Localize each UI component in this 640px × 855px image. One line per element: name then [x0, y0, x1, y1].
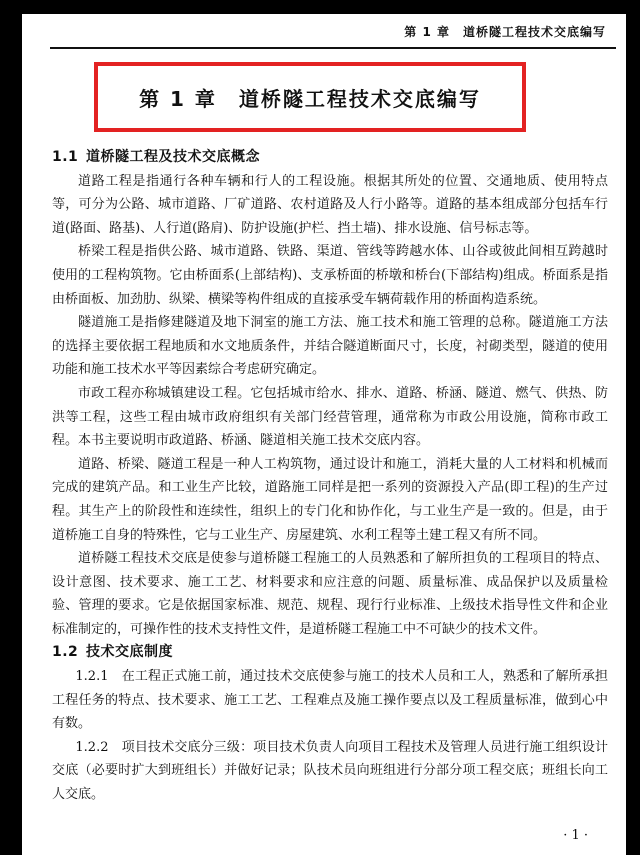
- section-title: 道桥隧工程及技术交底概念: [86, 149, 260, 165]
- section-title: 技术交底制度: [86, 644, 173, 661]
- chapter-title-highlight-box: [94, 62, 526, 132]
- clause-number: 1.2.2: [75, 739, 109, 755]
- page-content: [52, 146, 608, 807]
- section-number: 1.2: [52, 644, 79, 661]
- section-heading-1-1: [52, 146, 608, 170]
- paragraph: 桥梁工程是指供公路、城市道路、铁路、渠道、管线等跨越水体、山谷或彼此间相互跨越时使用的工程构筑物。它由桥面系(上部结构)、支承桥面的桥墩和桥台(下部结构)组成。桥面系是指由桥面板、加劲肋、纵梁、横梁等构件组成的直接承受车辆荷载作用的桥面构造系统。: [52, 244, 608, 307]
- paragraph: 市政工程亦称城镇建设工程。它包括城市给水、排水、道路、桥涵、隧道、燃气、供热、防洪等工程，这些工程由城市政府组织有关部门经营管理，通常称为市政公用设施，简称市政工程。本书主要说明市政道路、桥涵、隧道相关施工技术交底内容。: [52, 385, 608, 449]
- paragraph: 道桥隧工程技术交底是使参与道桥隧工程施工的人员熟悉和了解所担负的工程项目的特点、设计意图、技术要求、施工工艺、材料要求和应注意的问题、质量标准、成品保护以及质量检验、管理的要求。它是依据国家标准、规范、规程、现行行业标准、上级技术指导性文件和企业标准制定的，可操作性的技术支持性文件，是道桥隧工程施工中不可缺少的技术文件。: [52, 551, 608, 637]
- paragraph: 道路、桥梁、隧道工程是一种人工构筑物，通过设计和施工，消耗大量的人工材料和机械而完成的建筑产品。和工业生产比较，道路施工同样是把一系列的资源投入产品(即工程)的生产过程。其生产上的阶段性和连续性，组织上的专门化和协作化，与工业生产是一致的。但是，由于道桥施工自身的特殊性，它与工业生产、房屋建筑、水利工程等土建工程又有所不同。: [52, 456, 608, 543]
- section-heading-1-2: [52, 641, 608, 665]
- clause-number: 1.2.1: [75, 669, 109, 685]
- paragraph: 道路工程是指通行各种车辆和行人的工程设施。根据其所处的位置、交通地质、使用特点等，可分为公路、城市道路、厂矿道路、农村道路及人行小路等。道路的基本组成部分包括车行道(路面、路基)、人行道(路肩)、防护设施(护栏、挡土墙)、排水设施、信号标志等。: [52, 173, 608, 236]
- chapter-title: 第 1 章 道桥隧工程技术交底编写: [139, 86, 481, 111]
- page-number: · 1 ·: [563, 828, 588, 843]
- section-number: 1.1: [52, 149, 79, 165]
- clause-1-2-1: [52, 665, 608, 736]
- clause-text: 在工程正式施工前，通过技术交底使参与施工的技术人员和工人，熟悉和了解所承担工程任务的特点、技术要求、施工工艺、工程难点及施工操作要点以及工程质量标准，做到心中有数。: [52, 669, 608, 732]
- clause-1-2-2: [52, 736, 608, 807]
- clause-text: 项目技术交底分三级：项目技术负责人向项目工程技术及管理人员进行施工组织设计交底（必要时扩大到班组长）并做好记录；队技术员向班组进行分部分项工程交底；班组长向工人交底。: [52, 739, 608, 803]
- header-rule: [50, 47, 616, 49]
- paragraph: 隧道施工是指修建隧道及地下洞室的施工方法、施工技术和施工管理的总称。隧道施工方法的选择主要依据工程地质和水文地质条件，并结合隧道断面尺寸，长度，衬砌类型，隧道的使用功能和施工技术水平等因素综合考虑研究确定。: [52, 315, 608, 378]
- document-page: [22, 14, 626, 855]
- running-head: 第 1 章 道桥隧工程技术交底编写: [404, 25, 606, 39]
